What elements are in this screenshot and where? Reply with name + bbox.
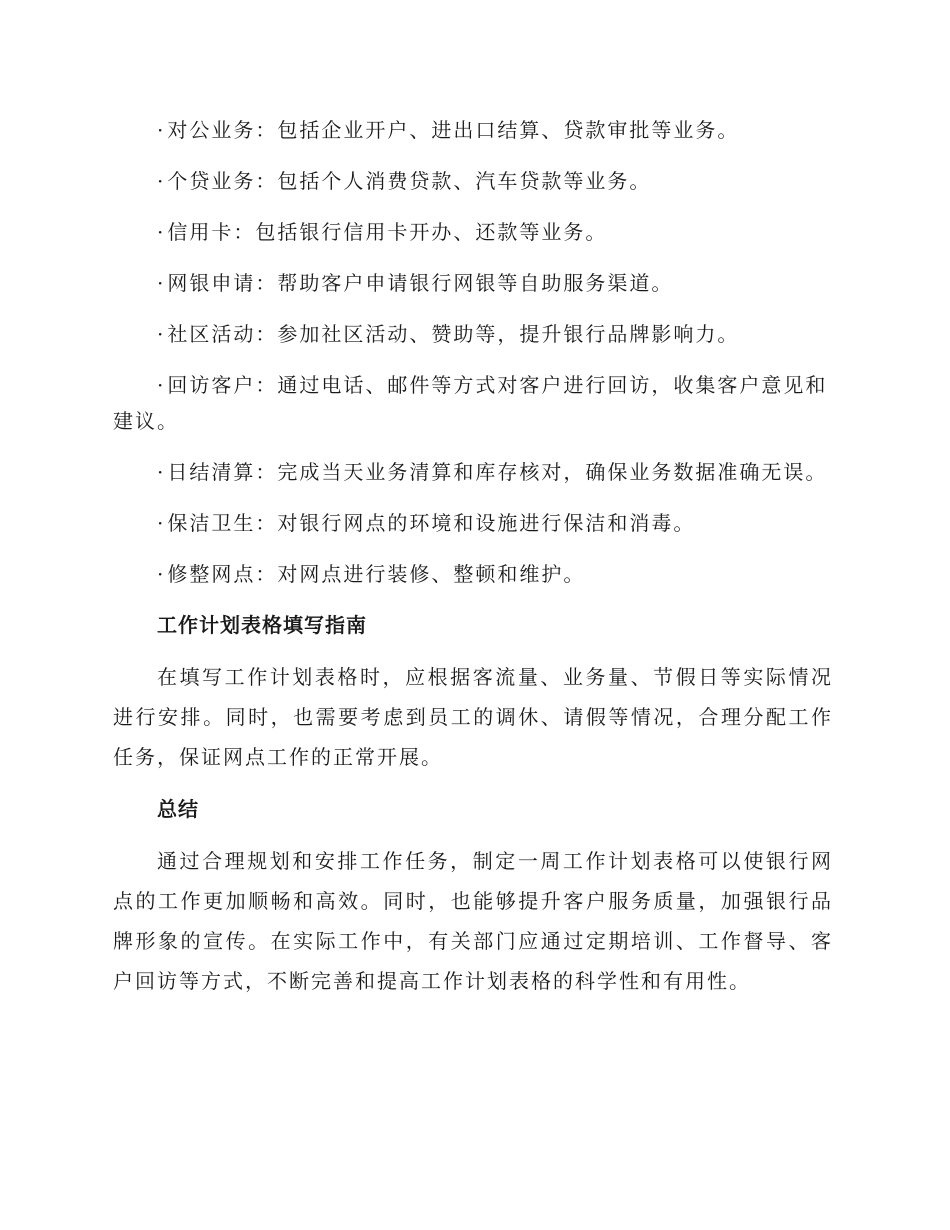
list-item	[113, 505, 833, 541]
list-item	[113, 112, 833, 148]
list-item-text: 个贷业务：包括个人消费贷款、汽车贷款等业务。	[167, 169, 652, 193]
list-item-text: 日结清算：完成当天业务清算和库存核对，确保业务数据准确无误。	[167, 460, 828, 484]
list-item-text: 对公业务：包括企业开户、进出口结算、贷款审批等业务。	[167, 118, 740, 142]
list-item	[113, 556, 833, 592]
section-paragraph-guide: 在填写工作计划表格时，应根据客流量、业务量、节假日等实际情况进行安排。同时，也需要考虑到员工的调休、请假等情况，合理分配工作任务，保证网点工作的正常开展。	[113, 665, 833, 769]
list-item-text: 保洁卫生：对银行网点的环境和设施进行保洁和消毒。	[167, 511, 696, 535]
section-heading-guide: 工作计划表格填写指南	[157, 613, 367, 637]
bullet-marker: ·	[157, 220, 166, 244]
bullet-marker: ·	[157, 271, 166, 295]
bullet-marker: ·	[157, 562, 166, 586]
list-item-text: 修整网点：对网点进行装修、整顿和维护。	[167, 562, 586, 586]
bullet-marker: ·	[157, 118, 166, 142]
section-heading-summary: 总结	[157, 797, 199, 821]
list-item-text: 回访客户：通过电话、邮件等方式对客户进行回访，收集客户意见和建议。	[113, 373, 828, 433]
document-page	[113, 112, 833, 1015]
bullet-marker: ·	[157, 322, 166, 346]
list-item	[113, 163, 833, 199]
list-item	[113, 316, 833, 352]
list-item	[113, 265, 833, 301]
bullet-marker: ·	[157, 169, 166, 193]
list-item-text: 社区活动：参加社区活动、赞助等，提升银行品牌影响力。	[167, 322, 740, 346]
list-item	[113, 214, 833, 250]
bullet-marker: ·	[157, 511, 166, 535]
list-item	[113, 367, 833, 439]
bullet-marker: ·	[157, 460, 166, 484]
bullet-marker: ·	[157, 373, 166, 397]
list-item	[113, 454, 833, 490]
list-item-text: 网银申请：帮助客户申请银行网银等自助服务渠道。	[167, 271, 674, 295]
list-item-text: 信用卡：包括银行信用卡开办、还款等业务。	[167, 220, 608, 244]
section-paragraph-summary: 通过合理规划和安排工作任务，制定一周工作计划表格可以使银行网点的工作更加顺畅和高效。同时，也能够提升客户服务质量，加强银行品牌形象的宣传。在实际工作中，有关部门应通过定期培训、工作督导、客户回访等方式，不断完善和提高工作计划表格的科学性和有用性。	[113, 849, 833, 993]
